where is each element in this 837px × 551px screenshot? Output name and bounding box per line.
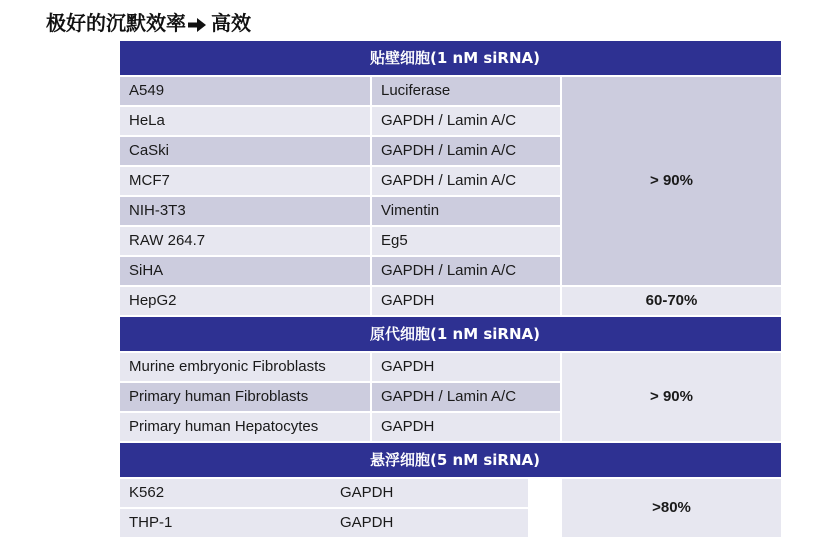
efficiency-value: > 90%	[561, 76, 781, 286]
target-gene: Luciferase	[371, 76, 561, 106]
efficiency-value: >80%	[561, 478, 781, 538]
target-gene: GAPDH	[339, 478, 529, 508]
cell-line	[120, 508, 371, 538]
efficiency-value: 60-70%	[561, 286, 781, 316]
table-row	[120, 352, 781, 382]
cell-line: Murine embryonic Fibroblasts	[120, 352, 371, 382]
cell-line: Primary human Hepatocytes	[120, 412, 371, 442]
section-header-suspension	[120, 442, 781, 478]
cell-line: HeLa	[120, 106, 371, 136]
right-arrow-icon	[187, 16, 207, 34]
target-gene: GAPDH / Lamin A/C	[371, 382, 561, 412]
target-gene: GAPDH / Lamin A/C	[371, 136, 561, 166]
target-gene: GAPDH / Lamin A/C	[371, 106, 561, 136]
cell-line: SiHA	[120, 256, 371, 286]
section-header-label: 原代细胞(1 nM siRNA)	[120, 316, 781, 352]
table-row	[120, 478, 781, 508]
table-row	[120, 286, 781, 316]
target-gene: GAPDH	[371, 412, 561, 442]
cell-line: CaSki	[120, 136, 371, 166]
target-gene: GAPDH / Lamin A/C	[371, 166, 561, 196]
section-header-label: 悬浮细胞(5 nM siRNA)	[120, 442, 781, 478]
cell-line	[120, 478, 371, 508]
section-header-adherent	[120, 41, 781, 76]
silencing-efficiency-table	[120, 41, 781, 539]
cell-line: Primary human Fibroblasts	[120, 382, 371, 412]
target-gene: GAPDH	[371, 286, 561, 316]
target-gene: Vimentin	[371, 196, 561, 226]
section-header-label: 贴壁细胞(1 nM siRNA)	[120, 41, 781, 76]
target-gene: Eg5	[371, 226, 561, 256]
cell-line: HepG2	[120, 286, 371, 316]
efficiency-value: > 90%	[561, 352, 781, 442]
cell-line: NIH-3T3	[120, 196, 371, 226]
section-header-primary	[120, 316, 781, 352]
target-gene: GAPDH / Lamin A/C	[371, 256, 561, 286]
cell-line-label: THP-1	[129, 514, 173, 531]
target-gene: GAPDH	[339, 508, 529, 538]
cell-line: RAW 264.7	[120, 226, 371, 256]
page-title-suffix: 高效	[211, 11, 251, 35]
table-row	[120, 76, 781, 106]
cell-line: A549	[120, 76, 371, 106]
page-title	[46, 8, 251, 38]
page-title-text: 极好的沉默效率	[46, 11, 186, 35]
target-gene: GAPDH	[371, 352, 561, 382]
cell-line: MCF7	[120, 166, 371, 196]
cell-line-label: K562	[129, 484, 165, 501]
